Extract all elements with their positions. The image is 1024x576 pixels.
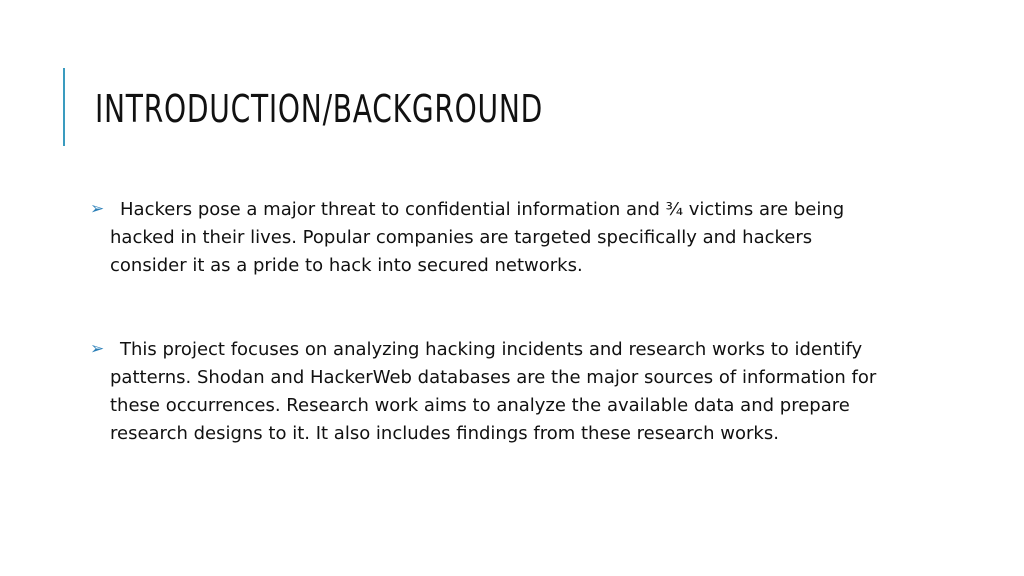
title-accent-bar bbox=[63, 68, 65, 146]
slide-content bbox=[90, 196, 890, 504]
bullet-item bbox=[90, 336, 890, 448]
arrow-bullet-icon: ➢ bbox=[90, 199, 105, 219]
bullet-item bbox=[90, 196, 890, 280]
arrow-bullet-icon: ➢ bbox=[90, 339, 105, 359]
bullet-text: Hackers pose a major threat to confidential information and ¾ victims are being hacked in their lives. Popular companies are targeted specifically and hackers consider it as a pride to hack into secured networks. bbox=[110, 199, 845, 276]
slide-title: INTRODUCTION/BACKGROUND bbox=[95, 87, 544, 131]
bullet-text: This project focuses on analyzing hacking incidents and research works to identify patterns. Shodan and HackerWeb databases are the major sources of information for these occurrences. Research work aims to analyze the available data and prepare research designs to it. It also includes findings from these research works. bbox=[110, 339, 877, 444]
